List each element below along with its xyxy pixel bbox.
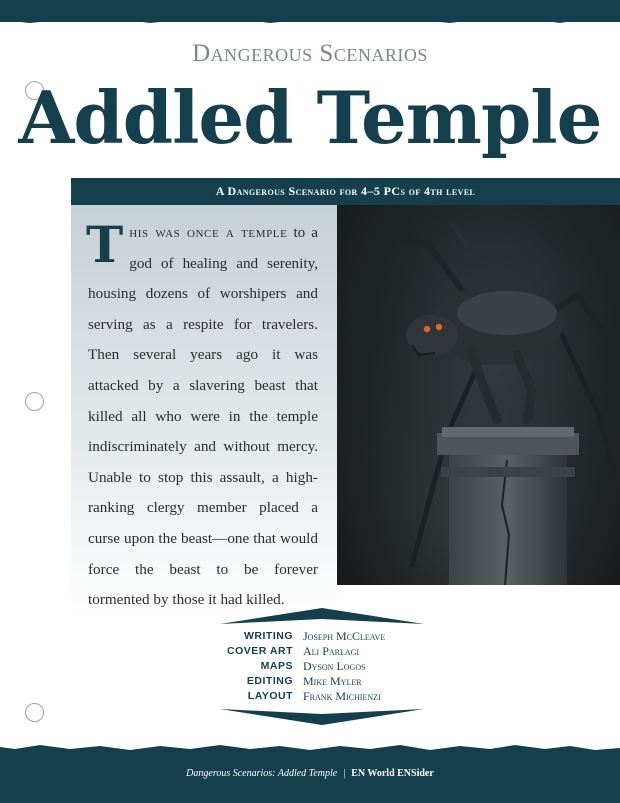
top-torn-edge — [0, 14, 620, 26]
credit-name: Joseph McCleave — [303, 629, 386, 643]
credit-role: WRITING — [244, 630, 293, 642]
series-title: Dangerous Scenarios — [192, 40, 428, 67]
drop-cap: T — [86, 215, 124, 274]
credit-name: Ali Parlagi — [303, 644, 360, 658]
credit-role: EDITING — [246, 675, 293, 687]
credit-role: LAYOUT — [247, 690, 293, 702]
subtitle-bar — [71, 178, 620, 205]
page-footer — [0, 768, 620, 779]
intro-body: to a god of healing and serenity, housing dozens of worshipers and serving as a respite for travelers. Then several years ago it was attacked by a slavering beast that killed all who were in the temple indiscriminately and without mercy. Unable to stop this assault, a high-ranking clergy member placed a curse upon the beast—one that would force the beast to be forever tormented by those it had killed. — [88, 224, 318, 609]
credits-top-ornament — [220, 606, 424, 626]
credit-row-maps — [220, 660, 480, 675]
creature-on-pillar-art — [337, 205, 620, 585]
cover-illustration — [337, 205, 620, 585]
credit-row-writing — [220, 630, 480, 645]
page-title: Addled Temple — [18, 75, 602, 160]
credit-role: COVER ART — [227, 645, 293, 657]
footer-publication: EN World ENSider — [351, 768, 434, 779]
binder-hole-middle — [25, 392, 44, 411]
credit-row-cover-art — [220, 645, 480, 660]
credit-name: Mike Myler — [303, 674, 362, 688]
intro-lead: his was once a temple — [129, 224, 288, 241]
binder-hole-bottom — [25, 703, 44, 722]
credit-row-layout — [220, 690, 480, 705]
credit-name: Frank Michienzi — [303, 689, 381, 703]
footer-title: Dangerous Scenarios: Addled Temple — [186, 768, 338, 779]
credit-name: Dyson Logos — [303, 659, 366, 673]
credits-bottom-ornament — [220, 707, 424, 727]
credit-row-editing — [220, 675, 480, 690]
footer-separator: | — [343, 768, 346, 779]
intro-text — [86, 215, 318, 616]
subtitle-text: A Dangerous Scenario for 4–5 PCs of 4th level — [215, 184, 476, 198]
credit-role: MAPS — [260, 660, 293, 672]
